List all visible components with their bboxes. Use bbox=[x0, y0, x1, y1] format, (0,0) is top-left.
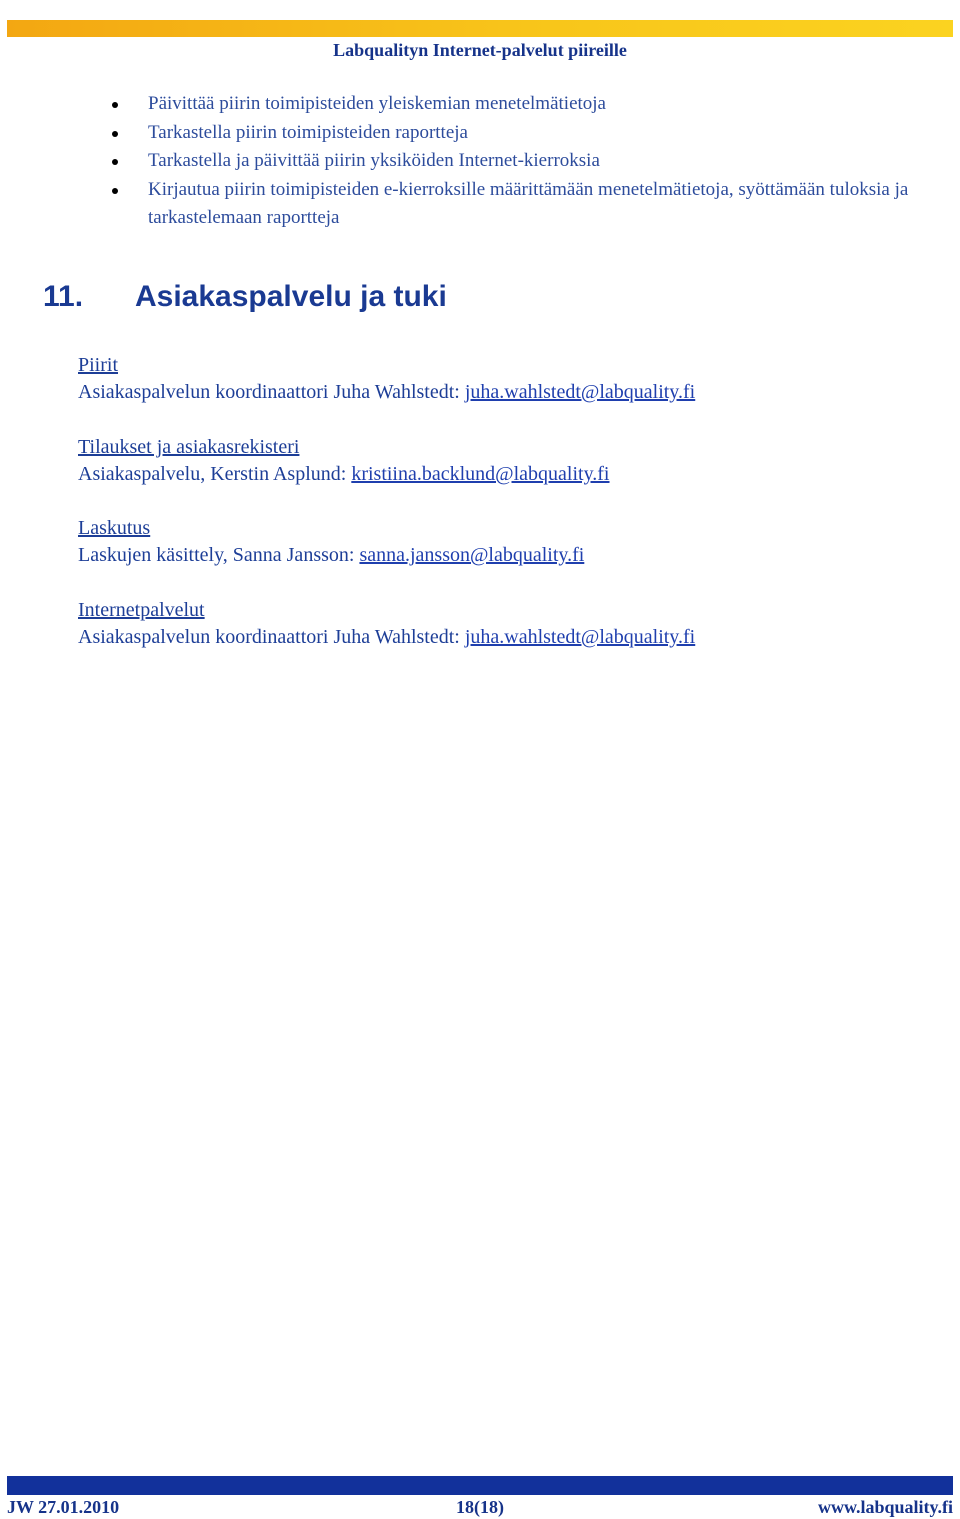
email-link[interactable]: juha.wahlstedt@labquality.fi bbox=[464, 626, 696, 648]
list-item-text: Tarkastella piirin toimipisteiden raportteja bbox=[148, 121, 468, 143]
page-number: 18(18) bbox=[456, 1497, 504, 1517]
contact-label: Tilaukset ja asiakasrekisteri bbox=[78, 436, 300, 458]
contact-block-piirit bbox=[78, 352, 695, 406]
contact-text: Asiakaspalvelun koordinaattori Juha Wahlstedt: bbox=[78, 626, 465, 648]
header-bar bbox=[7, 20, 953, 37]
contact-line bbox=[78, 542, 584, 569]
list-item-text: Kirjautua piirin toimipisteiden e-kierroksille määrittämään menetelmätietoja, syöttämään tuloksia ja tarkastelemaan raportteja bbox=[148, 178, 909, 228]
bullet-icon bbox=[112, 188, 118, 194]
bullet-icon bbox=[112, 131, 118, 137]
list-item bbox=[110, 90, 910, 119]
contact-label: Laskutus bbox=[78, 517, 151, 539]
section-number: 11. bbox=[43, 280, 84, 313]
contact-line bbox=[78, 379, 695, 406]
contact-text: Asiakaspalvelu, Kerstin Asplund: bbox=[78, 463, 352, 485]
section-title: Asiakaspalvelu ja tuki bbox=[135, 280, 447, 313]
list-item bbox=[110, 119, 910, 148]
email-link[interactable]: kristiina.backlund@labquality.fi bbox=[351, 463, 610, 485]
bullet-list bbox=[110, 90, 910, 233]
footer-website: www.labquality.fi bbox=[817, 1497, 953, 1517]
contact-label: Piirit bbox=[78, 354, 119, 376]
contact-text: Laskujen käsittely, Sanna Jansson: bbox=[78, 544, 360, 566]
contact-text: Asiakaspalvelun koordinaattori Juha Wahlstedt: bbox=[78, 381, 465, 403]
contact-block-laskutus bbox=[78, 515, 584, 569]
list-item-text: Päivittää piirin toimipisteiden yleiskemian menetelmätietoja bbox=[148, 93, 606, 114]
contact-block-internetpalvelut bbox=[78, 597, 695, 651]
list-item bbox=[110, 147, 910, 176]
footer bbox=[7, 1497, 953, 1519]
email-link[interactable]: juha.wahlstedt@labquality.fi bbox=[464, 381, 696, 403]
footer-bar bbox=[7, 1476, 953, 1495]
header-title: Labqualityn Internet-palvelut piireille bbox=[333, 40, 627, 60]
bullet-icon bbox=[112, 102, 118, 108]
contact-line bbox=[78, 461, 610, 488]
email-link[interactable]: sanna.jansson@labquality.fi bbox=[359, 544, 585, 566]
list-item bbox=[110, 176, 910, 233]
list-item-text: Tarkastella ja päivittää piirin yksiköiden Internet-kierroksia bbox=[148, 150, 600, 171]
contact-label: Internetpalvelut bbox=[78, 599, 205, 621]
section-heading bbox=[43, 280, 447, 314]
contact-block-tilaukset bbox=[78, 434, 610, 488]
bullet-icon bbox=[112, 159, 118, 165]
footer-author-date: JW 27.01.2010 bbox=[7, 1497, 120, 1517]
contact-line bbox=[78, 624, 695, 651]
